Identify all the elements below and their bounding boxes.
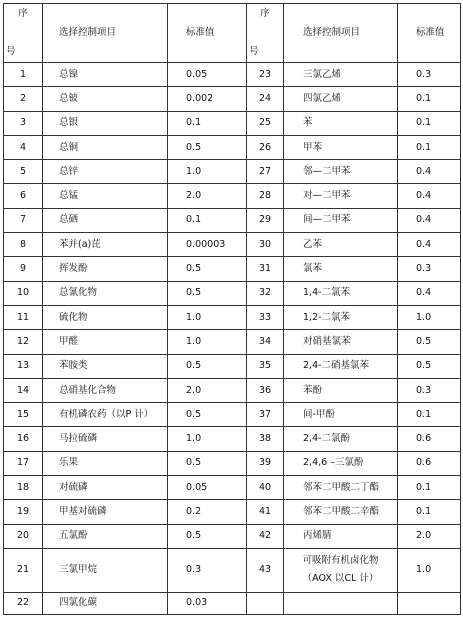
row-number-left: 20 (4, 524, 43, 548)
row-value-left: 2.0 (168, 378, 247, 402)
row-value-left: 0.1 (168, 111, 247, 135)
row-value-left: 1.0 (168, 330, 247, 354)
row-item-left: 硫化物 (43, 305, 168, 329)
row-number-left: 17 (4, 451, 43, 475)
header-seq-left (4, 4, 43, 63)
header-seq-top: 序 (260, 8, 270, 19)
row-item-left: 三氯甲烷 (43, 548, 168, 592)
row-item-right: 氯苯 (284, 257, 398, 281)
row-value-right: 0.5 (398, 330, 461, 354)
row-number-left: 22 (4, 592, 43, 614)
row-number-left: 15 (4, 403, 43, 427)
row-number-left: 14 (4, 378, 43, 402)
row-value-left: 1.0 (168, 305, 247, 329)
row-value-left: 0.5 (168, 281, 247, 305)
row-value-left: 0.3 (168, 548, 247, 592)
standards-table (3, 3, 461, 615)
table-row (4, 208, 461, 232)
row-number-right: 30 (247, 233, 284, 257)
row-item-left: 四氯化碳 (43, 592, 168, 614)
row-number-left: 5 (4, 160, 43, 184)
table-row (4, 135, 461, 159)
row-value-right: 2.0 (398, 524, 461, 548)
row-item-left: 总锰 (43, 184, 168, 208)
row-item-right: 间—二甲苯 (284, 208, 398, 232)
row-item-left: 总硒 (43, 208, 168, 232)
row-value-right: 0.1 (398, 403, 461, 427)
row-number-right: 24 (247, 87, 284, 111)
row-item-right: 2,4,6 –三氯酚 (284, 451, 398, 475)
row-number-right: 38 (247, 427, 284, 451)
row-item-left: 总镍 (43, 63, 168, 87)
row-value-right: 0.4 (398, 233, 461, 257)
header-seq-bottom: 号 (249, 46, 259, 57)
row-number-left: 3 (4, 111, 43, 135)
row-number-left: 18 (4, 476, 43, 500)
header-seq-right (247, 4, 284, 63)
row-number-right: 37 (247, 403, 284, 427)
row-item-left: 马拉硫磷 (43, 427, 168, 451)
row-item-left: 苯并(a)芘 (43, 233, 168, 257)
table-row (4, 500, 461, 524)
row-value-left: 1.0 (168, 427, 247, 451)
row-item-right: 2,4-二硝基氯苯 (284, 354, 398, 378)
table-row (4, 305, 461, 329)
row-value-right: 0.4 (398, 160, 461, 184)
row-value-right: 0.4 (398, 184, 461, 208)
row-item-right: 三氯乙烯 (284, 63, 398, 87)
row-item-left: 总银 (43, 111, 168, 135)
row-number-right: 43 (247, 548, 284, 592)
row-value-left: 0.05 (168, 476, 247, 500)
row-item-left: 对硫磷 (43, 476, 168, 500)
row-value-left: 0.2 (168, 500, 247, 524)
row-item-right: 间-甲酚 (284, 403, 398, 427)
table-row (4, 330, 461, 354)
row-number-right: 28 (247, 184, 284, 208)
table-row (4, 403, 461, 427)
header-value-left: 标准值 (168, 4, 247, 63)
row-value-right: 0.1 (398, 500, 461, 524)
row-number-left: 2 (4, 87, 43, 111)
table-row (4, 257, 461, 281)
row-number-left: 11 (4, 305, 43, 329)
row-item-right: 对硝基氯苯 (284, 330, 398, 354)
row-item-right (284, 548, 398, 592)
table-row (4, 111, 461, 135)
row-item-right: 1,4-二氯苯 (284, 281, 398, 305)
table-row (4, 354, 461, 378)
row-item-right: 对—二甲苯 (284, 184, 398, 208)
row-number-left: 9 (4, 257, 43, 281)
row-item-right: 苯酚 (284, 378, 398, 402)
row-item-left: 甲基对硫磷 (43, 500, 168, 524)
row-value-left: 0.5 (168, 354, 247, 378)
row-number-right: 31 (247, 257, 284, 281)
row-value-right: 1.0 (398, 305, 461, 329)
row-value-right: 0.4 (398, 208, 461, 232)
row-number-right: 27 (247, 160, 284, 184)
table-row (4, 592, 461, 614)
row-value-right: 0.1 (398, 135, 461, 159)
row-item-left: 总铍 (43, 87, 168, 111)
header-value-right: 标准值 (398, 4, 461, 63)
row-number-left: 4 (4, 135, 43, 159)
row-value-left: 0.00003 (168, 233, 247, 257)
row-value-right: 0.5 (398, 354, 461, 378)
row-value-right-empty (398, 592, 461, 614)
row-number-left: 16 (4, 427, 43, 451)
row-item-right: 邻苯二甲酸二丁酯 (284, 476, 398, 500)
row-item-left: 总锌 (43, 160, 168, 184)
row-number-right: 42 (247, 524, 284, 548)
row-item-right-empty (284, 592, 398, 614)
row-number-left: 7 (4, 208, 43, 232)
row-item-left: 苯胺类 (43, 354, 168, 378)
row-number-right-empty (247, 592, 284, 614)
table-row (4, 184, 461, 208)
row-value-right: 0.3 (398, 63, 461, 87)
row-number-right: 40 (247, 476, 284, 500)
row-number-left: 8 (4, 233, 43, 257)
table-row (4, 63, 461, 87)
row-number-right: 35 (247, 354, 284, 378)
row-value-right: 0.1 (398, 87, 461, 111)
row-item-left: 乐果 (43, 451, 168, 475)
row-item-left: 总硝基化合物 (43, 378, 168, 402)
header-item-left: 选择控制项目 (43, 4, 168, 63)
table-row (4, 378, 461, 402)
row-item-left: 甲醛 (43, 330, 168, 354)
row-number-left: 21 (4, 548, 43, 592)
row-value-left: 0.5 (168, 257, 247, 281)
row-item-left: 有机磷农药（以P 计） (43, 403, 168, 427)
row-value-left: 2.0 (168, 184, 247, 208)
row-value-left: 0.5 (168, 524, 247, 548)
row-number-left: 13 (4, 354, 43, 378)
row-number-right: 26 (247, 135, 284, 159)
row-value-left: 0.03 (168, 592, 247, 614)
row-number-left: 19 (4, 500, 43, 524)
row-item-right-line2: （AOX 以CL 计） (302, 573, 379, 585)
row-value-left: 0.002 (168, 87, 247, 111)
row-value-left: 0.05 (168, 63, 247, 87)
row-value-left: 0.5 (168, 135, 247, 159)
row-item-right: 四氯乙烯 (284, 87, 398, 111)
row-item-left: 总铜 (43, 135, 168, 159)
table-row (4, 427, 461, 451)
header-row (4, 4, 461, 63)
table-row (4, 524, 461, 548)
row-item-left: 五氯酚 (43, 524, 168, 548)
row-value-right: 0.6 (398, 451, 461, 475)
header-item-right: 选择控制项目 (284, 4, 398, 63)
row-item-left: 挥发酚 (43, 257, 168, 281)
row-item-right: 1,2-二氯苯 (284, 305, 398, 329)
table-row (4, 476, 461, 500)
row-item-right: 苯 (284, 111, 398, 135)
row-value-left: 0.1 (168, 208, 247, 232)
row-number-left: 1 (4, 63, 43, 87)
row-value-right: 0.1 (398, 476, 461, 500)
row-value-left: 1.0 (168, 160, 247, 184)
row-number-right: 34 (247, 330, 284, 354)
row-item-right: 邻苯二甲酸二辛酯 (284, 500, 398, 524)
table-row (4, 281, 461, 305)
row-number-left: 12 (4, 330, 43, 354)
row-item-right: 2,4-二氯酚 (284, 427, 398, 451)
table-row (4, 548, 461, 592)
row-value-left: 0.5 (168, 451, 247, 475)
row-number-right: 23 (247, 63, 284, 87)
row-number-left: 6 (4, 184, 43, 208)
table-row (4, 233, 461, 257)
row-value-right: 0.3 (398, 257, 461, 281)
table-row (4, 160, 461, 184)
row-number-right: 39 (247, 451, 284, 475)
table-row (4, 451, 461, 475)
row-number-left: 10 (4, 281, 43, 305)
row-item-left: 总氰化物 (43, 281, 168, 305)
row-number-right: 33 (247, 305, 284, 329)
row-value-right: 0.3 (398, 378, 461, 402)
row-item-right: 邻—二甲苯 (284, 160, 398, 184)
table-row (4, 87, 461, 111)
row-value-left: 0.5 (168, 403, 247, 427)
header-seq-bottom: 号 (6, 46, 16, 57)
row-item-right: 甲苯 (284, 135, 398, 159)
row-number-right: 29 (247, 208, 284, 232)
row-value-right: 0.6 (398, 427, 461, 451)
row-number-right: 41 (247, 500, 284, 524)
row-item-right-line1: 可吸附有机卤化物 (302, 555, 379, 567)
row-number-right: 36 (247, 378, 284, 402)
row-value-right: 0.1 (398, 111, 461, 135)
row-value-right: 0.4 (398, 281, 461, 305)
row-number-right: 32 (247, 281, 284, 305)
header-seq-top: 序 (18, 8, 28, 19)
row-item-right: 丙烯腈 (284, 524, 398, 548)
row-value-right: 1.0 (398, 548, 461, 592)
row-item-right: 乙苯 (284, 233, 398, 257)
row-number-right: 25 (247, 111, 284, 135)
